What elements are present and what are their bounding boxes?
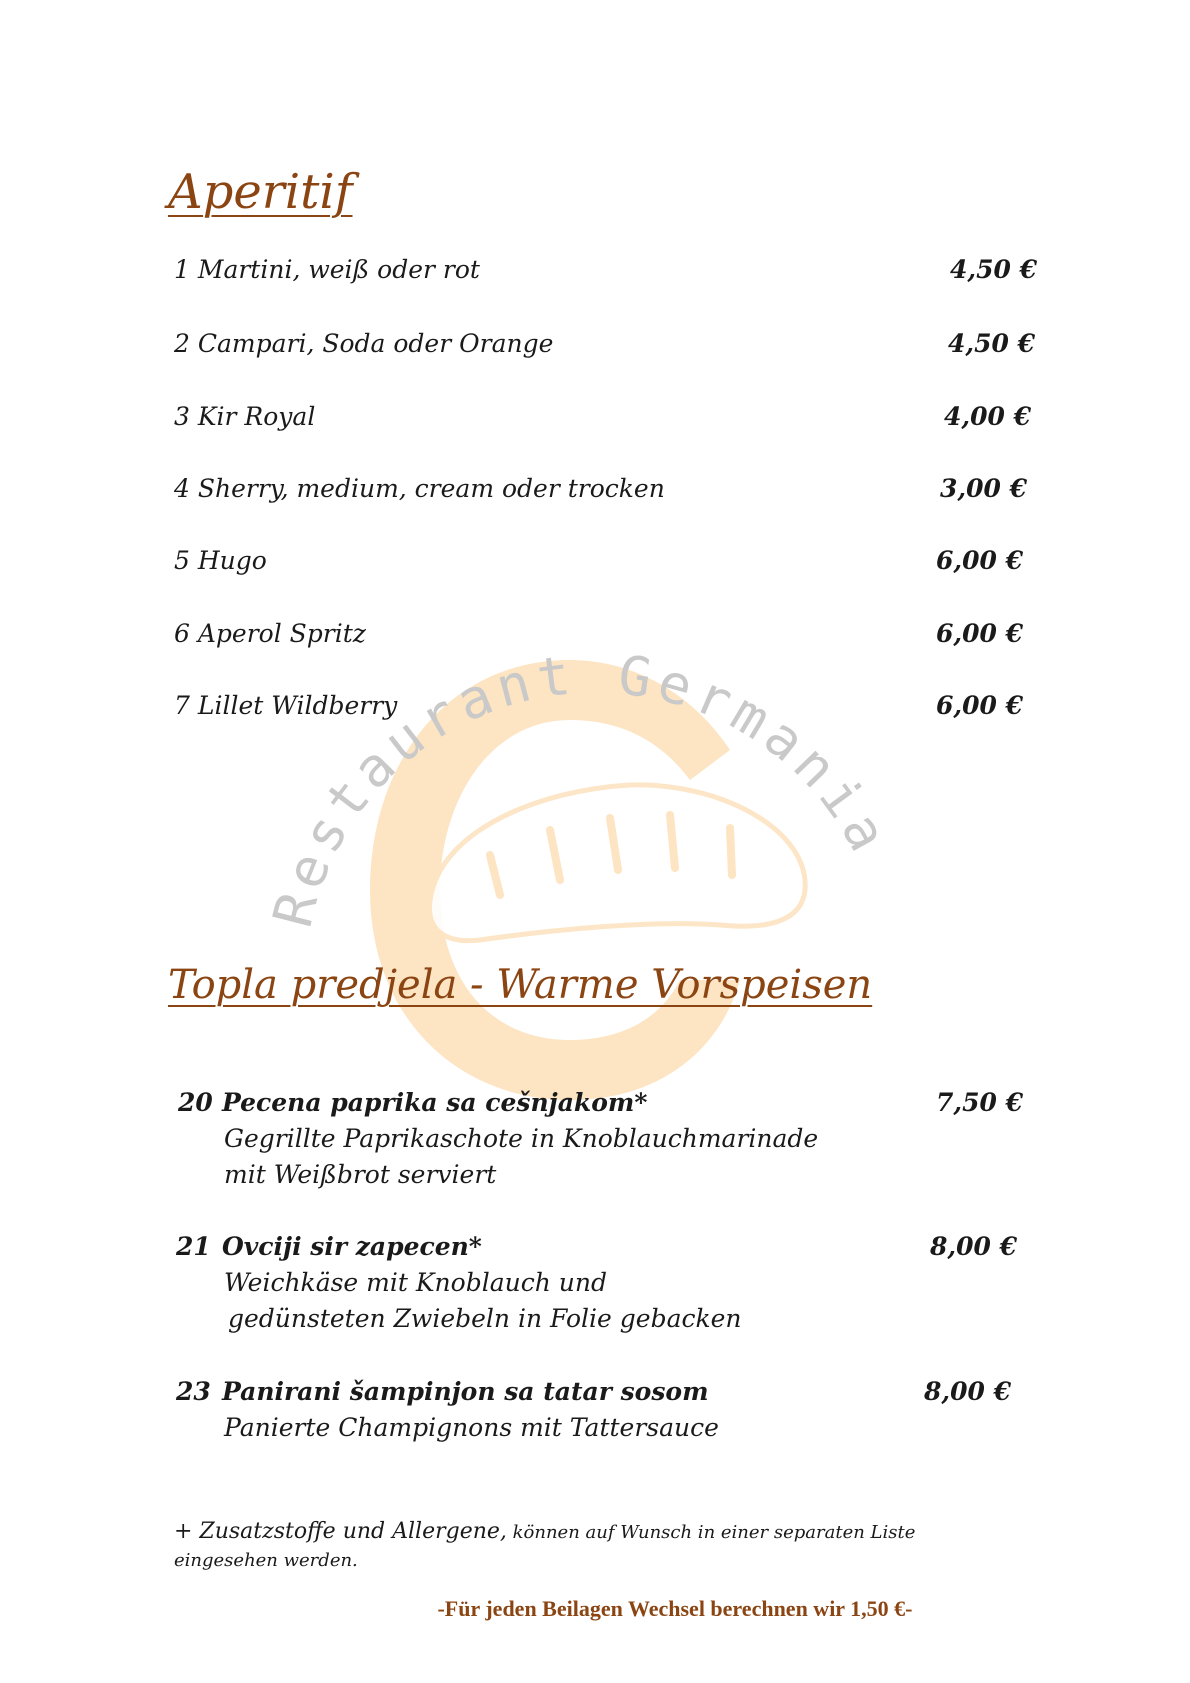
dish-price: 8,00 € xyxy=(930,1232,1017,1261)
menu-item-name: 5 Hugo xyxy=(174,546,267,575)
menu-item-price: 6,00 € xyxy=(936,546,1023,575)
restaurant-logo-watermark xyxy=(250,600,930,1100)
menu-item-price: 4,50 € xyxy=(950,255,1037,284)
menu-item xyxy=(174,329,1035,369)
dish-description: gedünsteten Zwiebeln in Folie gebacken xyxy=(228,1304,742,1333)
menu-item-name: 4 Sherry, medium, cream oder trocken xyxy=(174,474,665,503)
dish-number: 23 xyxy=(176,1377,211,1406)
allergen-note-rest: können auf Wunsch in einer separaten Liste eingesehen werden. xyxy=(174,1522,916,1571)
menu-item-name: 3 Kir Royal xyxy=(174,402,316,431)
menu-item-name: 6 Aperol Spritz xyxy=(174,619,366,648)
menu-item-price: 3,00 € xyxy=(940,474,1027,503)
menu-item xyxy=(174,691,1024,731)
menu-item xyxy=(174,474,1027,514)
side-dish-surcharge-note xyxy=(0,1596,1190,1622)
menu-item-price: 6,00 € xyxy=(936,691,1023,720)
dish-description: Panierte Champignons mit Tattersauce xyxy=(224,1413,719,1442)
dish-title: Pecena paprika sa cešnjakom* xyxy=(222,1088,648,1117)
menu-item-price: 6,00 € xyxy=(936,619,1023,648)
dish-description: Weichkäse mit Knoblauch und xyxy=(224,1268,607,1297)
menu-item-name: 2 Campari, Soda oder Orange xyxy=(174,329,554,358)
dish-number: 20 xyxy=(178,1088,213,1117)
menu-item-name: 1 Martini, weiß oder rot xyxy=(174,255,480,284)
menu-item xyxy=(174,546,1024,586)
dish-price: 7,50 € xyxy=(936,1088,1023,1117)
menu-item xyxy=(174,402,1031,442)
warm-starters-heading: Topla predjela - Warme Vorspeisen xyxy=(168,962,873,1008)
dish-title: Panirani šampinjon sa tatar sosom xyxy=(222,1377,709,1406)
allergen-note-lead: + Zusatzstoffe und Allergene, xyxy=(174,1519,507,1544)
menu-item-price: 4,00 € xyxy=(944,402,1031,431)
surcharge-text: -Für jeden Beilagen Wechsel berechnen wir 1,50 €- xyxy=(437,1596,913,1621)
menu-item-name: 7 Lillet Wildberry xyxy=(174,691,398,720)
dish-description: Gegrillte Paprikaschote in Knoblauchmarinade xyxy=(224,1124,819,1153)
logo-brand-text: Restaurant Germania xyxy=(260,642,903,934)
dish-description: mit Weißbrot serviert xyxy=(224,1160,497,1189)
menu-item xyxy=(174,619,1024,659)
dish-price: 8,00 € xyxy=(924,1377,1011,1406)
aperitif-heading: Aperitif xyxy=(168,164,353,220)
dish-item xyxy=(178,1088,1028,1198)
dish-item xyxy=(178,1232,1028,1342)
dish-number: 21 xyxy=(176,1232,211,1261)
allergen-note xyxy=(174,1518,974,1575)
dish-title: Ovciji sir zapecen* xyxy=(222,1232,482,1261)
dish-item xyxy=(178,1377,1028,1457)
menu-item xyxy=(174,255,1037,295)
menu-item-price: 4,50 € xyxy=(948,329,1035,358)
